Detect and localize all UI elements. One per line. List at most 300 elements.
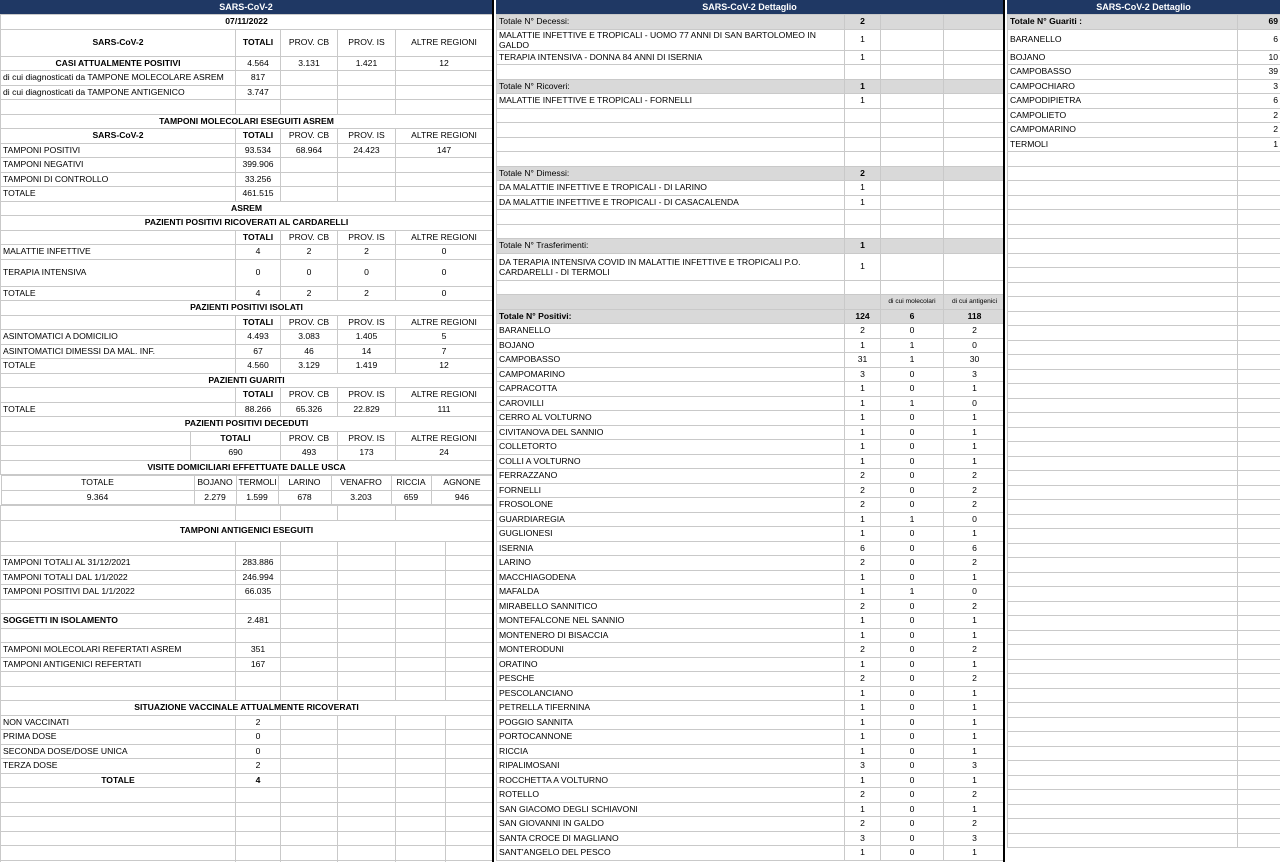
guariti-comune: CAMPOCHIARO: [1008, 79, 1238, 94]
table-cell: TOTALE: [1, 773, 236, 788]
empty-cell: [1008, 268, 1238, 283]
empty-cell: [281, 158, 338, 173]
table-cell: 0: [236, 744, 281, 759]
comune-row: [497, 338, 1006, 353]
comune-molecolari: 0: [881, 469, 944, 484]
empty-cell: [396, 85, 493, 100]
table-row: [497, 108, 1006, 123]
empty-cell: [281, 788, 338, 803]
empty-cell: [944, 137, 1006, 152]
comune-molecolari: 0: [881, 367, 944, 382]
comune-antigenici: 1: [944, 411, 1006, 426]
empty-row: [1008, 442, 1280, 457]
empty-cell: [236, 846, 281, 861]
empty-cell: [497, 137, 845, 152]
empty-cell: [1238, 688, 1280, 703]
empty-cell: [1238, 819, 1280, 834]
table-row: [497, 50, 1006, 65]
comune-antigenici: 1: [944, 657, 1006, 672]
table-row: [1, 245, 493, 260]
table-row: [497, 309, 1006, 324]
table-row: [1, 701, 493, 716]
guariti-count: 10: [1238, 50, 1280, 65]
comune-row: [497, 730, 1006, 745]
guariti-row: [1008, 108, 1280, 123]
empty-cell: [236, 100, 281, 115]
table-cell: 1: [845, 50, 881, 65]
comune-molecolari: 0: [881, 411, 944, 426]
table-cell: 65.326: [281, 402, 338, 417]
comune-total: 1: [845, 744, 881, 759]
table-cell: 1.419: [338, 359, 396, 374]
comune-name: PESCOLANCIANO: [497, 686, 845, 701]
table-row: [497, 65, 1006, 80]
empty-cell: [338, 570, 396, 585]
comune-name: RICCIA: [497, 744, 845, 759]
empty-cell: [396, 570, 446, 585]
table-cell: 88.266: [236, 402, 281, 417]
comune-name: MONTENERO DI BISACCIA: [497, 628, 845, 643]
empty-cell: [944, 224, 1006, 239]
empty-cell: [881, 94, 944, 109]
guariti-total: 69: [1238, 15, 1280, 30]
empty-cell: [446, 715, 493, 730]
comune-antigenici: 2: [944, 556, 1006, 571]
empty-row: [1008, 413, 1280, 428]
table-cell: TOTALI: [236, 230, 281, 245]
comune-antigenici: 2: [944, 672, 1006, 687]
empty-cell: [881, 65, 944, 80]
empty-cell: [1008, 514, 1238, 529]
table-row: [1, 657, 493, 672]
empty-cell: [1008, 297, 1238, 312]
empty-cell: [396, 802, 446, 817]
empty-cell: [1008, 427, 1238, 442]
empty-row: [1008, 775, 1280, 790]
comune-antigenici: 2: [944, 324, 1006, 339]
table-cell: 14: [338, 344, 396, 359]
empty-cell: [881, 152, 944, 167]
table-row: [1, 301, 493, 316]
comune-row: [497, 483, 1006, 498]
empty-cell: [281, 759, 338, 774]
comune-total: 1: [845, 802, 881, 817]
empty-cell: [1238, 384, 1280, 399]
table-cell: di cui diagnosticati da TAMPONE ANTIGENICO: [1, 85, 236, 100]
empty-cell: [881, 210, 944, 225]
comune-row: [497, 744, 1006, 759]
table-cell: 0: [396, 259, 493, 286]
empty-cell: [1238, 775, 1280, 790]
empty-row: [1008, 384, 1280, 399]
empty-row: [1008, 819, 1280, 834]
empty-cell: [236, 506, 281, 521]
empty-cell: [1238, 471, 1280, 486]
empty-cell: [1, 388, 236, 403]
comune-total: 1: [845, 382, 881, 397]
empty-cell: [281, 846, 338, 861]
table-cell: PAZIENTI POSITIVI ISOLATI: [1, 301, 493, 316]
table-cell: di cui diagnosticati da TAMPONE MOLECOLARE ASREM: [1, 71, 236, 86]
empty-cell: [1008, 471, 1238, 486]
comune-total: 1: [845, 715, 881, 730]
table-cell: 12: [396, 359, 493, 374]
empty-row: [1008, 587, 1280, 602]
table-cell: 4.560: [236, 359, 281, 374]
comune-name: SANT'ANGELO DEL PESCO: [497, 846, 845, 861]
empty-cell: [1008, 529, 1238, 544]
empty-cell: [1008, 355, 1238, 370]
empty-cell: [338, 759, 396, 774]
comune-row: [497, 628, 1006, 643]
table-row: [1, 744, 493, 759]
empty-row: [1008, 572, 1280, 587]
comune-name: GUARDIAREGIA: [497, 512, 845, 527]
table-cell: 0: [338, 259, 396, 286]
guariti-comune: BOJANO: [1008, 50, 1238, 65]
comune-row: [497, 367, 1006, 382]
comune-total: 1: [845, 686, 881, 701]
comune-row: [497, 831, 1006, 846]
table-cell: TOTALI: [236, 129, 281, 144]
empty-cell: [1008, 804, 1238, 819]
empty-cell: [1238, 442, 1280, 457]
comune-molecolari: 0: [881, 541, 944, 556]
empty-cell: [396, 556, 446, 571]
table-row: [1, 773, 493, 788]
guariti-count: 2: [1238, 108, 1280, 123]
table-row: [1, 259, 493, 286]
comune-molecolari: 0: [881, 802, 944, 817]
table-cell: 2: [281, 245, 338, 260]
detail-table: [496, 14, 1005, 861]
table-cell: 461.515: [236, 187, 281, 202]
table-cell: 7: [396, 344, 493, 359]
visite-label: TERMOLI: [236, 476, 278, 491]
table-cell: 351: [236, 643, 281, 658]
empty-cell: [1008, 384, 1238, 399]
comune-antigenici: 1: [944, 527, 1006, 542]
table-row: [1, 315, 493, 330]
table-cell: TOTALE: [1, 402, 236, 417]
empty-cell: [396, 759, 446, 774]
table-cell: MALATTIE INFETTIVE E TROPICALI - UOMO 77 ANNI DI SAN BARTOLOMEO IN GALDO: [497, 29, 845, 50]
table-cell: 68.964: [281, 143, 338, 158]
table-cell: PROV. IS: [338, 388, 396, 403]
comune-molecolari: 0: [881, 425, 944, 440]
empty-cell: [1008, 790, 1238, 805]
comune-name: FROSOLONE: [497, 498, 845, 513]
table-cell: PAZIENTI POSITIVI RICOVERATI AL CARDARELLI: [1, 216, 493, 231]
empty-cell: [1238, 804, 1280, 819]
comune-row: [497, 643, 1006, 658]
table-cell: TERAPIA INTENSIVA: [1, 259, 236, 286]
comune-total: 1: [845, 570, 881, 585]
empty-cell: [1238, 514, 1280, 529]
table-row: [1, 715, 493, 730]
table-row: [497, 123, 1006, 138]
empty-cell: [1, 788, 236, 803]
empty-cell: [1008, 224, 1238, 239]
comune-name: CAMPOBASSO: [497, 353, 845, 368]
table-row: [497, 79, 1006, 94]
empty-cell: [396, 672, 446, 687]
table-cell: 2: [338, 245, 396, 260]
empty-cell: [281, 744, 338, 759]
visite-value: 659: [391, 490, 431, 505]
table-cell: PROV. CB: [281, 129, 338, 144]
table-cell: DA TERAPIA INTENSIVA COVID IN MALATTIE INFETTIVE E TROPICALI P.O. CARDARELLI - DI TERMOLI: [497, 253, 845, 280]
comune-name: SAN GIOVANNI IN GALDO: [497, 817, 845, 832]
table-cell: PROV. IS: [338, 315, 396, 330]
table-row: [497, 253, 1006, 280]
table-cell: 12: [396, 56, 493, 71]
empty-row: [1008, 369, 1280, 384]
comune-antigenici: 0: [944, 338, 1006, 353]
comune-molecolari: 0: [881, 628, 944, 643]
comune-total: 2: [845, 643, 881, 658]
empty-row: [1008, 529, 1280, 544]
empty-cell: [1238, 485, 1280, 500]
comune-total: 3: [845, 831, 881, 846]
empty-cell: [497, 280, 845, 295]
empty-cell: [1, 628, 236, 643]
empty-cell: [1238, 282, 1280, 297]
guariti-row: [1008, 65, 1280, 80]
comune-molecolari: 0: [881, 657, 944, 672]
empty-cell: [881, 29, 944, 50]
comune-total: 1: [845, 730, 881, 745]
empty-row: [1008, 558, 1280, 573]
comune-antigenici: 1: [944, 686, 1006, 701]
empty-cell: [944, 65, 1006, 80]
empty-cell: [1, 541, 236, 556]
empty-cell: [1, 802, 236, 817]
empty-row: [1008, 268, 1280, 283]
table-row: [1, 846, 493, 861]
table-row: [497, 280, 1006, 295]
guariti-row: [1008, 29, 1280, 50]
comune-name: RIPALIMOSANI: [497, 759, 845, 774]
table-cell: 2: [845, 166, 881, 181]
empty-row: [1008, 543, 1280, 558]
empty-cell: [281, 100, 338, 115]
empty-cell: [1238, 166, 1280, 181]
table-cell: 399.906: [236, 158, 281, 173]
table-cell: PROV. CB: [281, 230, 338, 245]
empty-cell: [281, 715, 338, 730]
guariti-count: 3: [1238, 79, 1280, 94]
comune-name: ROCCHETTA A VOLTURNO: [497, 773, 845, 788]
comune-name: MACCHIAGODENA: [497, 570, 845, 585]
visite-value: 9.364: [1, 490, 194, 505]
comune-row: [497, 440, 1006, 455]
table-cell: ALTRE REGIONI: [396, 129, 493, 144]
empty-cell: [446, 817, 493, 832]
empty-cell: [281, 71, 338, 86]
empty-cell: [845, 210, 881, 225]
table-cell: 3.083: [281, 330, 338, 345]
empty-cell: [497, 152, 845, 167]
empty-cell: [338, 556, 396, 571]
empty-cell: [1008, 572, 1238, 587]
empty-cell: [1238, 297, 1280, 312]
table-cell: 67: [236, 344, 281, 359]
table-cell: ALTRE REGIONI: [396, 315, 493, 330]
guariti-comune: CAMPOBASSO: [1008, 65, 1238, 80]
comune-name: LARINO: [497, 556, 845, 571]
comune-row: [497, 817, 1006, 832]
empty-cell: [1238, 268, 1280, 283]
empty-row: [1008, 471, 1280, 486]
table-cell: TOTALE: [1, 187, 236, 202]
comune-row: [497, 585, 1006, 600]
table-cell: 3.747: [236, 85, 281, 100]
comune-molecolari: 0: [881, 773, 944, 788]
comune-molecolari: 1: [881, 585, 944, 600]
empty-cell: [338, 846, 396, 861]
table-cell: PRIMA DOSE: [1, 730, 236, 745]
table-cell: 1: [845, 181, 881, 196]
empty-cell: [1008, 761, 1238, 776]
empty-cell: [1008, 616, 1238, 631]
empty-cell: [236, 831, 281, 846]
table-cell: 33.256: [236, 172, 281, 187]
empty-cell: [281, 643, 338, 658]
table-row: [1, 831, 493, 846]
empty-cell: [446, 773, 493, 788]
empty-row: [1008, 311, 1280, 326]
empty-cell: [1008, 369, 1238, 384]
empty-cell: [1238, 500, 1280, 515]
comune-name: SANTA CROCE DI MAGLIANO: [497, 831, 845, 846]
empty-cell: [1238, 732, 1280, 747]
table-cell: 246.994: [236, 570, 281, 585]
comune-molecolari: 0: [881, 672, 944, 687]
empty-cell: [446, 657, 493, 672]
table-cell: TAMPONI NEGATIVI: [1, 158, 236, 173]
guariti-comune: CAMPOMARINO: [1008, 123, 1238, 138]
table-cell: TAMPONI ANTIGENICI REFERTATI: [1, 657, 236, 672]
empty-cell: [845, 108, 881, 123]
visite-label: VENAFRO: [331, 476, 391, 491]
empty-cell: [1238, 369, 1280, 384]
comune-name: PORTOCANNONE: [497, 730, 845, 745]
table-row: [1, 460, 493, 475]
empty-cell: [881, 50, 944, 65]
empty-cell: [1008, 543, 1238, 558]
empty-cell: [1238, 761, 1280, 776]
empty-cell: [281, 172, 338, 187]
report-date: 07/11/2022: [1, 15, 493, 30]
empty-cell: [881, 181, 944, 196]
table-cell: PROV. IS: [338, 431, 396, 446]
table-cell: SOGGETTI IN ISOLAMENTO: [1, 614, 236, 629]
empty-cell: [396, 614, 446, 629]
empty-cell: [1008, 398, 1238, 413]
table-cell: 0: [396, 286, 493, 301]
table-cell: DA MALATTIE INFETTIVE E TROPICALI - DI CASACALENDA: [497, 195, 845, 210]
comune-name: CERRO AL VOLTURNO: [497, 411, 845, 426]
empty-cell: [1008, 500, 1238, 515]
comune-antigenici: 1: [944, 425, 1006, 440]
empty-row: [1008, 355, 1280, 370]
comune-total: 1: [845, 614, 881, 629]
table-row: [1, 759, 493, 774]
table-cell: SARS-CoV-2: [1, 129, 236, 144]
comune-antigenici: 3: [944, 367, 1006, 382]
comune-name: COLLETORTO: [497, 440, 845, 455]
comune-molecolari: 0: [881, 324, 944, 339]
comune-antigenici: 6: [944, 541, 1006, 556]
empty-cell: [944, 280, 1006, 295]
empty-cell: [446, 831, 493, 846]
table-cell: 2: [845, 15, 881, 30]
table-row: [497, 152, 1006, 167]
table-cell: VISITE DOMICILIARI EFFETTUATE DALLE USCA: [1, 460, 493, 475]
comune-row: [497, 425, 1006, 440]
empty-row: [1008, 703, 1280, 718]
comune-antigenici: 1: [944, 382, 1006, 397]
table-cell: MALATTIE INFETTIVE E TROPICALI - FORNELLI: [497, 94, 845, 109]
comune-total: 3: [845, 759, 881, 774]
table-cell: ASREM: [1, 201, 493, 216]
empty-cell: [446, 802, 493, 817]
table-cell: PAZIENTI POSITIVI DECEDUTI: [1, 417, 493, 432]
empty-cell: [1008, 181, 1238, 196]
empty-cell: [281, 802, 338, 817]
empty-cell: [881, 253, 944, 280]
empty-cell: [1238, 659, 1280, 674]
visite-label: TOTALE: [1, 476, 194, 491]
empty-cell: [1238, 790, 1280, 805]
comune-row: [497, 324, 1006, 339]
empty-row: [1008, 630, 1280, 645]
empty-cell: [396, 744, 446, 759]
empty-row: [1008, 485, 1280, 500]
empty-cell: [845, 137, 881, 152]
comune-molecolari: 0: [881, 831, 944, 846]
empty-cell: [236, 628, 281, 643]
comune-row: [497, 527, 1006, 542]
empty-cell: [1008, 703, 1238, 718]
table-cell: TOTALE: [1, 359, 236, 374]
comune-molecolari: 0: [881, 744, 944, 759]
comune-row: [497, 614, 1006, 629]
comune-antigenici: 2: [944, 788, 1006, 803]
empty-cell: [1008, 833, 1238, 848]
comune-molecolari: 0: [881, 715, 944, 730]
table-cell: 118: [944, 309, 1006, 324]
empty-cell: [1008, 674, 1238, 689]
table-cell: 173: [338, 446, 396, 461]
comune-row: [497, 396, 1006, 411]
empty-cell: [338, 730, 396, 745]
empty-row: [1008, 514, 1280, 529]
comune-name: CAROVILLI: [497, 396, 845, 411]
empty-cell: [1238, 543, 1280, 558]
table-row: [1, 359, 493, 374]
empty-cell: [1238, 616, 1280, 631]
empty-cell: [446, 628, 493, 643]
comune-antigenici: 1: [944, 730, 1006, 745]
comune-total: 1: [845, 512, 881, 527]
empty-cell: [1008, 326, 1238, 341]
comune-name: COLLI A VOLTURNO: [497, 454, 845, 469]
empty-cell: [236, 599, 281, 614]
table-cell: 4: [236, 245, 281, 260]
empty-cell: [944, 195, 1006, 210]
